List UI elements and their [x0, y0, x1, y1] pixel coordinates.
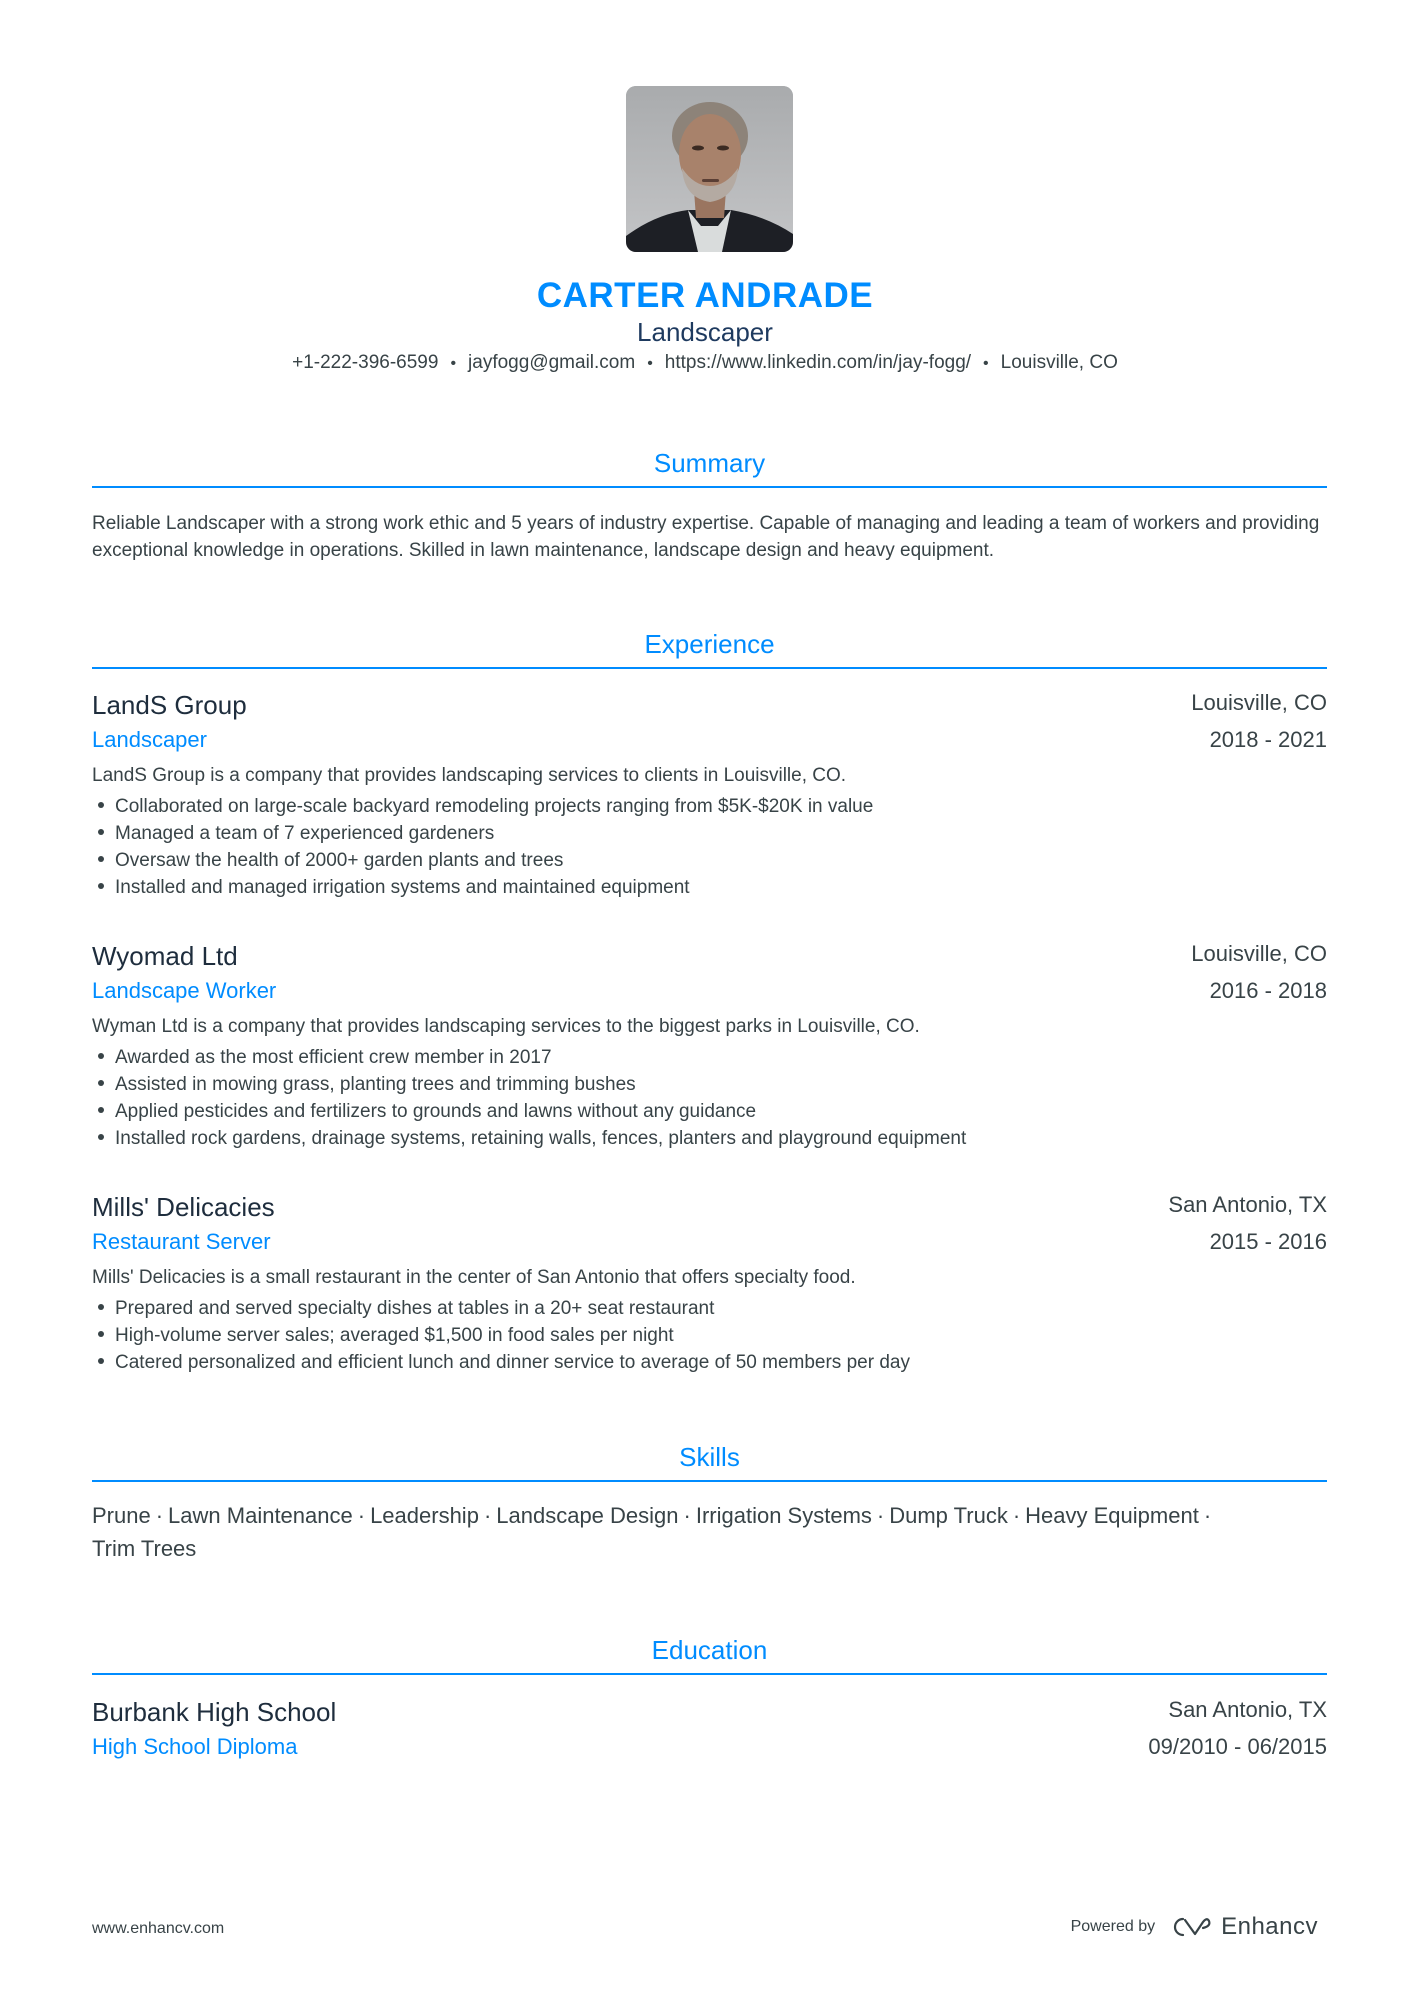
list-item: [96, 1044, 966, 1071]
bullet-text: Oversaw the health of 2000+ garden plants and trees: [115, 850, 564, 871]
bullet-icon: [98, 1331, 104, 1337]
job-dates: 2015 - 2016: [1209, 1229, 1327, 1254]
bullet-icon: [98, 1107, 104, 1113]
list-item: [96, 1071, 966, 1098]
contact-separator: •: [450, 355, 457, 372]
list-item: [96, 1295, 910, 1322]
education-school: Burbank High School: [92, 1697, 337, 1727]
job-dates: 2016 - 2018: [1209, 978, 1327, 1003]
bullet-icon: [98, 856, 104, 862]
section-heading-summary: Summary: [653, 448, 766, 478]
job-company: Wyomad Ltd: [92, 941, 238, 971]
bullet-text: Applied pesticides and fertilizers to grounds and lawns without any guidance: [115, 1101, 757, 1122]
avatar-portrait-icon: [626, 86, 793, 252]
bullet-icon: [98, 802, 104, 808]
job-bullets: [96, 1295, 910, 1376]
skill-separator: ·: [155, 1503, 164, 1528]
list-item: [96, 847, 873, 874]
education-dates: 09/2010 - 06/2015: [1148, 1734, 1327, 1759]
job-description: Mills' Delicacies is a small restaurant in the center of San Antonio that offers specialty food.: [92, 1267, 856, 1288]
skill-item: Dump Truck: [889, 1503, 1008, 1528]
list-item: [96, 1322, 910, 1349]
job-dates: 2018 - 2021: [1209, 727, 1327, 752]
footer-branding: [1071, 1913, 1318, 1941]
skill-separator: ·: [876, 1503, 885, 1528]
skill-item: Trim Trees: [92, 1536, 197, 1561]
bullet-text: Installed and managed irrigation systems and maintained equipment: [115, 877, 690, 898]
bullet-icon: [98, 1080, 104, 1086]
list-item: [96, 793, 873, 820]
job-role: Landscape Worker: [92, 978, 277, 1003]
section-heading-experience: Experience: [644, 629, 775, 659]
section-divider: [92, 667, 1327, 669]
section-divider: [92, 1673, 1327, 1675]
skill-item: Landscape Design: [496, 1503, 679, 1528]
contact-separator: •: [647, 355, 653, 372]
skill-separator: ·: [683, 1503, 691, 1528]
education-location: San Antonio, TX: [1168, 1697, 1327, 1722]
job-company: LandS Group: [92, 690, 247, 720]
profile-photo: [626, 86, 793, 252]
skill-item: Lawn Maintenance: [168, 1503, 353, 1528]
bullet-text: Installed rock gardens, drainage systems, retaining walls, fences, planters and playground equipment: [115, 1128, 967, 1149]
phone: +1-222-396-6599: [292, 352, 439, 373]
bullet-text: Catered personalized and efficient lunch and dinner service to average of 50 members per day: [115, 1352, 910, 1373]
list-item: [96, 820, 873, 847]
job-role: Restaurant Server: [92, 1229, 271, 1254]
skill-item: Heavy Equipment: [1025, 1503, 1199, 1528]
contact-separator: •: [983, 355, 989, 372]
bullet-text: Managed a team of 7 experienced gardeners: [115, 823, 495, 844]
location: Louisville, CO: [1000, 352, 1118, 373]
bullet-icon: [98, 1304, 104, 1310]
bullet-icon: [98, 1358, 104, 1364]
list-item: [96, 874, 873, 901]
bullet-icon: [98, 829, 104, 835]
section-heading-education: Education: [651, 1635, 768, 1665]
job-bullets: [96, 1044, 966, 1152]
enhancv-logo-icon: [1169, 1914, 1213, 1940]
bullet-icon: [98, 1134, 104, 1140]
section-divider: [92, 486, 1327, 488]
brand-logo[interactable]: [1169, 1913, 1318, 1941]
section-divider: [92, 1480, 1327, 1482]
job-company: Mills' Delicacies: [92, 1192, 275, 1222]
skill-separator: ·: [483, 1503, 492, 1528]
job-bullets: [96, 793, 873, 901]
bullet-text: Awarded as the most efficient crew member in 2017: [115, 1047, 552, 1068]
job-description: Wyman Ltd is a company that provides landscaping services to the biggest parks in Louisville, CO.: [92, 1016, 920, 1037]
bullet-icon: [98, 883, 104, 889]
list-item: [96, 1125, 966, 1152]
email-link[interactable]: jayfogg@gmail.com: [468, 352, 636, 373]
education-degree: High School Diploma: [92, 1734, 298, 1759]
job-description: LandS Group is a company that provides landscaping services to clients in Louisville, CO.: [92, 765, 847, 786]
skill-separator: ·: [1203, 1503, 1212, 1528]
skill-separator: ·: [1012, 1503, 1021, 1528]
linkedin-link[interactable]: https://www.linkedin.com/in/jay-fogg/: [664, 352, 972, 373]
skill-separator: ·: [357, 1503, 366, 1528]
bullet-text: High-volume server sales; averaged $1,500 in food sales per night: [115, 1325, 674, 1346]
bullet-text: Prepared and served specialty dishes at tables in a 20+ seat restaurant: [115, 1298, 715, 1319]
powered-by-label: Powered by: [1070, 1918, 1156, 1935]
job-location: Louisville, CO: [1191, 941, 1327, 966]
contact-line: [0, 350, 1410, 377]
skill-item: Leadership: [370, 1503, 479, 1528]
section-heading-skills: Skills: [679, 1442, 740, 1472]
summary-text: Reliable Landscaper with a strong work ethic and 5 years of industry expertise. Capable of managing and leading a team of workers and providing exceptional knowledge in operations. Skilled in lawn maintenance, landscape design and heavy equipment.: [92, 513, 1320, 561]
skill-item: Irrigation Systems: [695, 1503, 872, 1528]
skills-list: [92, 1499, 1332, 1565]
footer-website-link[interactable]: www.enhancv.com: [92, 1920, 225, 1937]
job-location: San Antonio, TX: [1168, 1192, 1327, 1217]
job-location: Louisville, CO: [1191, 690, 1327, 715]
bullet-text: Collaborated on large-scale backyard remodeling projects ranging from $5K-$20K in value: [115, 796, 874, 817]
bullet-text: Assisted in mowing grass, planting trees and trimming bushes: [115, 1074, 636, 1095]
bullet-icon: [98, 1053, 104, 1059]
brand-name: Enhancv: [1221, 1913, 1318, 1940]
candidate-title: Landscaper: [637, 317, 773, 347]
list-item: [96, 1349, 910, 1376]
skill-item: Prune: [92, 1503, 151, 1528]
candidate-name: CARTER ANDRADE: [536, 276, 874, 315]
job-role: Landscaper: [92, 727, 207, 752]
list-item: [96, 1098, 966, 1125]
